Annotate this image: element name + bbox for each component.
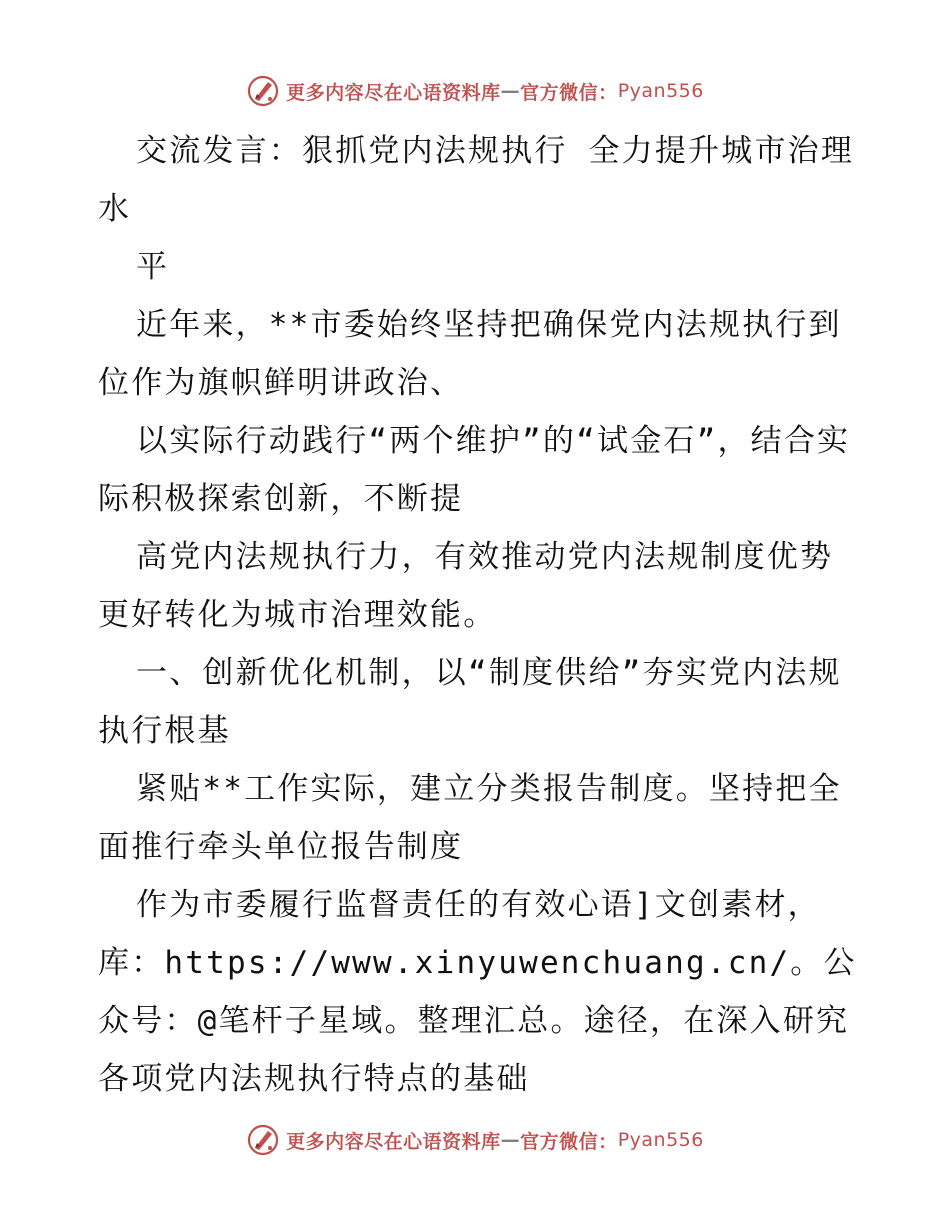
paragraph-5: 作为市委履行监督责任的有效心语]文创素材，库：https://www.xinyuwenchuang.cn/。公众号：@笔杆子星域。整理汇总。途径，在深入研究各项党内法规执行特点的基础 xyxy=(98,887,857,1097)
document-title-line-1: 交流发言：狠抓党内法规执行 全力提升城市治理水 xyxy=(98,133,855,227)
header-watermark-banner xyxy=(0,71,950,111)
banner-wechat-id: Pyan556 xyxy=(617,80,704,102)
banner-promo-text: 更多内容尽在心语资料库 xyxy=(286,1130,501,1153)
banner-wechat-label: 官方微信： xyxy=(520,81,618,104)
banner-separator: — xyxy=(500,1129,521,1151)
document-title-line-2: 平 xyxy=(136,249,170,285)
banner-separator: — xyxy=(500,80,521,102)
section-heading-1: 一、创新优化机制，以“制度供给”夯实党内法规执行根基 xyxy=(98,655,842,749)
paragraph-3: 高党内法规执行力，有效推动党内法规制度优势更好转化为城市治理效能。 xyxy=(98,539,834,633)
banner-wechat-label: 官方微信： xyxy=(520,1130,618,1153)
paragraph-2: 以实际行动践行“两个维护”的“试金石”，结合实际积极探索创新，不断提 xyxy=(98,423,851,517)
banner-wechat-id: Pyan556 xyxy=(617,1129,704,1151)
document-body xyxy=(98,122,858,1108)
footer-watermark-banner xyxy=(0,1120,950,1160)
paragraph-1: 近年来，**市委始终坚持把确保党内法规执行到位作为旗帜鲜明讲政治、 xyxy=(98,307,842,401)
paragraph-4: 紧贴**工作实际，建立分类报告制度。坚持把全面推行牵头单位报告制度 xyxy=(98,771,842,865)
quill-pen-logo-icon xyxy=(246,1123,280,1157)
banner-promo-text: 更多内容尽在心语资料库 xyxy=(286,81,501,104)
quill-pen-logo-icon xyxy=(246,74,280,108)
